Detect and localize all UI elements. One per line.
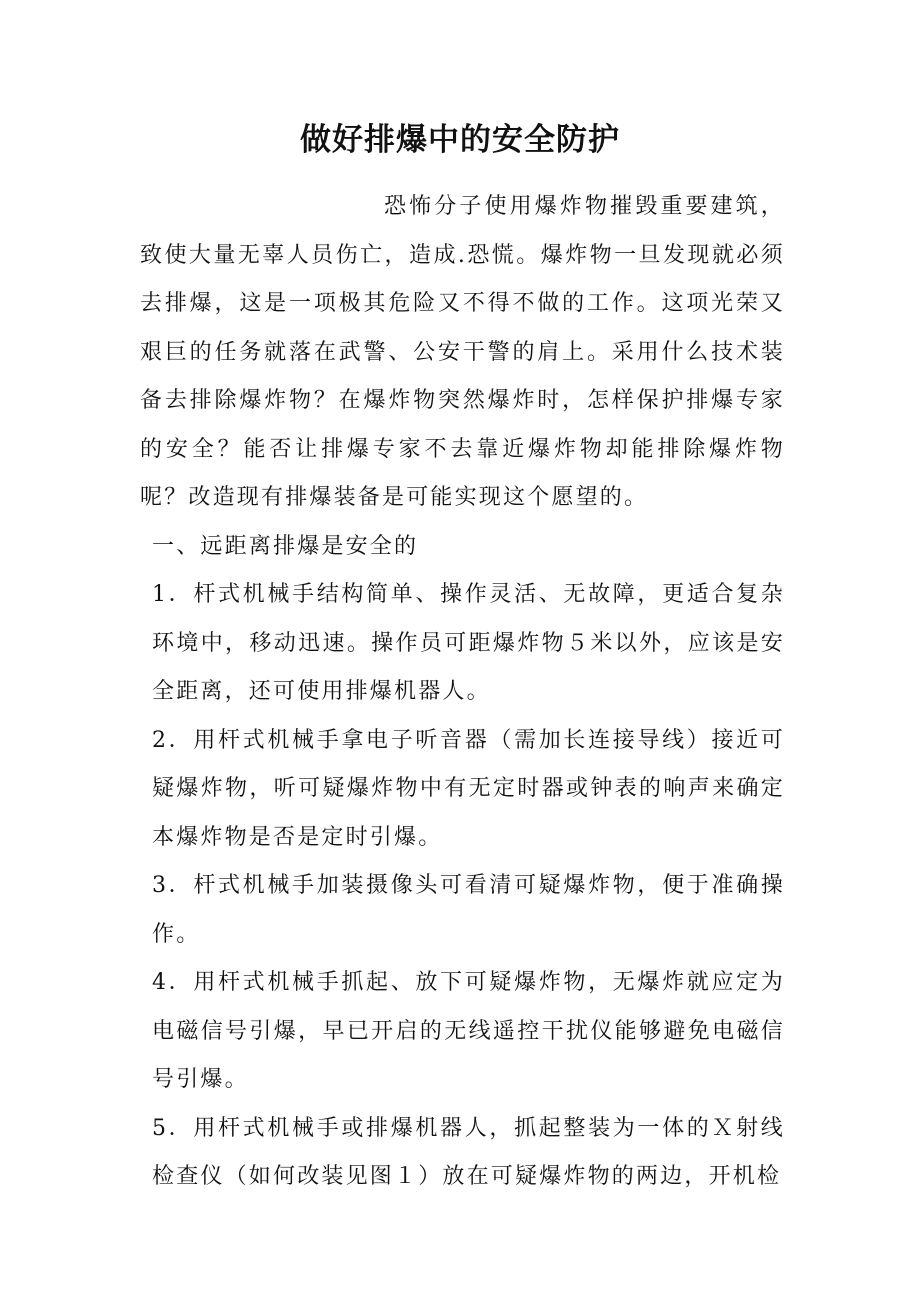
- list-item-5: 5．用杆式机械手或排爆机器人，抓起整装为一体的Ｘ射线检查仪（如何改装见图１）放在可疑爆炸物的两边，开机检: [152, 1115, 785, 1189]
- list-item-4: 4．用杆式机械手抓起、放下可疑爆炸物，无爆炸就应定为电磁信号引爆，早已开启的无线遥控干扰仪能够避免电磁信号引爆。: [152, 970, 785, 1092]
- section-heading: 一、远距离排爆是安全的: [152, 533, 419, 559]
- document-title: 做好排爆中的安全防护: [300, 122, 620, 158]
- document-body: [140, 183, 785, 1202]
- intro-paragraph: 恐怖分子使用爆炸物摧毁重要建筑，致使大量无辜人员伤亡，造成.恐慌。爆炸物一旦发现就必须去排爆，这是一项极其危险又不得不做的工作。这项光荣又艰巨的任务就落在武警、公安干警的肩上。采用什么技术装备去排除爆炸物？在爆炸物突然爆炸时，怎样保护排爆专家的安全？能否让排爆专家不去靠近爆炸物却能排除爆炸物呢？改造现有排爆装备是可能实现这个愿望的。: [140, 194, 785, 510]
- list-item-2: 2．用杆式机械手拿电子听音器（需加长连接导线）接近可疑爆炸物，听可疑爆炸物中有无定时器或钟表的响声来确定本爆炸物是否是定时引爆。: [152, 727, 785, 850]
- list-item-3: 3．杆式机械手加装摄像头可看清可疑爆炸物，便于准确操作。: [152, 873, 785, 947]
- list-item-1: 1．杆式机械手结构简单、操作灵活、无故障，更适合复杂环境中，移动迅速。操作员可距爆炸物５米以外，应该是安全距离，还可使用排爆机器人。: [152, 582, 785, 704]
